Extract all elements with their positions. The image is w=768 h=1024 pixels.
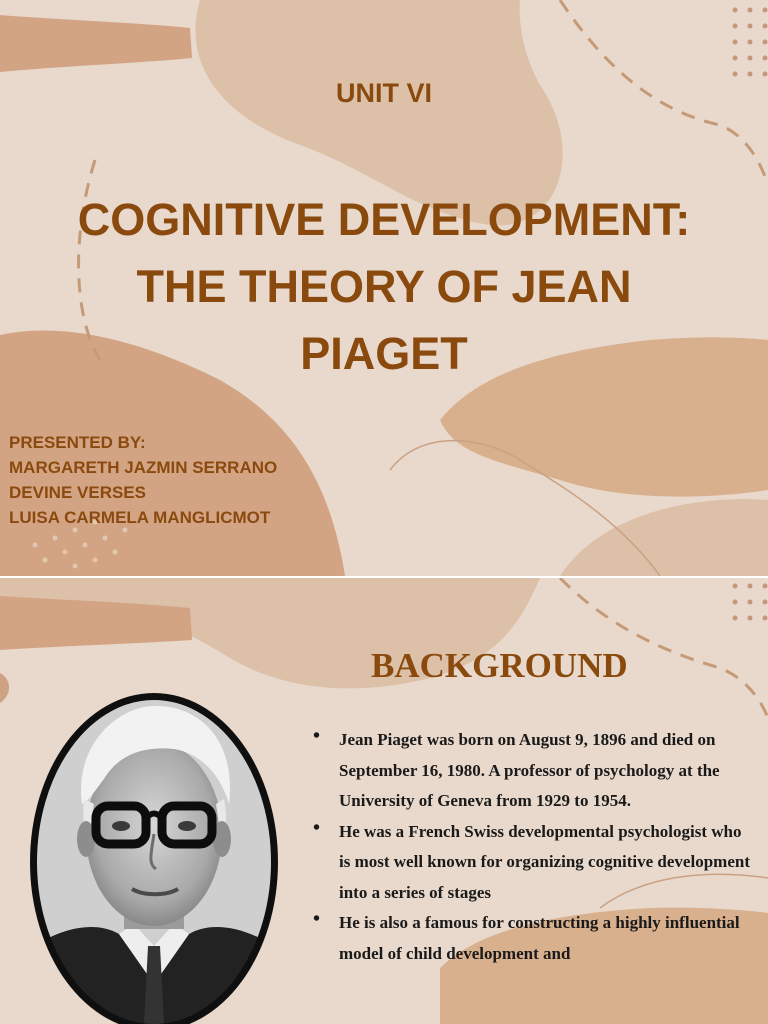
- blob-left-strip: [0, 673, 9, 703]
- bullet-item: • Jean Piaget was born on August 9, 1896 and died on September 16, 1980. A professor of psychology at the University of Geneva from 1929 to 1954.: [313, 725, 753, 817]
- blob-left-band: [0, 15, 192, 72]
- presenters-block: [9, 430, 277, 530]
- presenter-name: DEVINE VERSES: [9, 483, 146, 502]
- bullet-list: [313, 725, 753, 969]
- portrait-photo: [24, 684, 284, 1024]
- presenter-name: LUISA CARMELA MANGLICMOT: [9, 508, 271, 527]
- presenter-name: MARGARETH JAZMIN SERRANO: [9, 458, 278, 477]
- section-heading: BACKGROUND: [371, 646, 628, 685]
- dot-grid-top-right: [733, 8, 768, 77]
- background-slide: [0, 578, 768, 1024]
- slide-title: COGNITIVE DEVELOPMENT: THE THEORY OF JEAN PIAGET: [77, 194, 691, 379]
- bullet-item: • He is also a famous for constructing a highly influential model of child development and: [313, 908, 753, 969]
- dot-grid-top-right: [733, 584, 768, 621]
- blob-bottom-right: [560, 499, 768, 576]
- bullet-item: • He was a French Swiss developmental psychologist who is most well known for organizing cognitive development into a series of stages: [313, 817, 753, 909]
- presented-by-label: PRESENTED BY:: [9, 433, 146, 452]
- unit-label: UNIT VI: [335, 78, 432, 108]
